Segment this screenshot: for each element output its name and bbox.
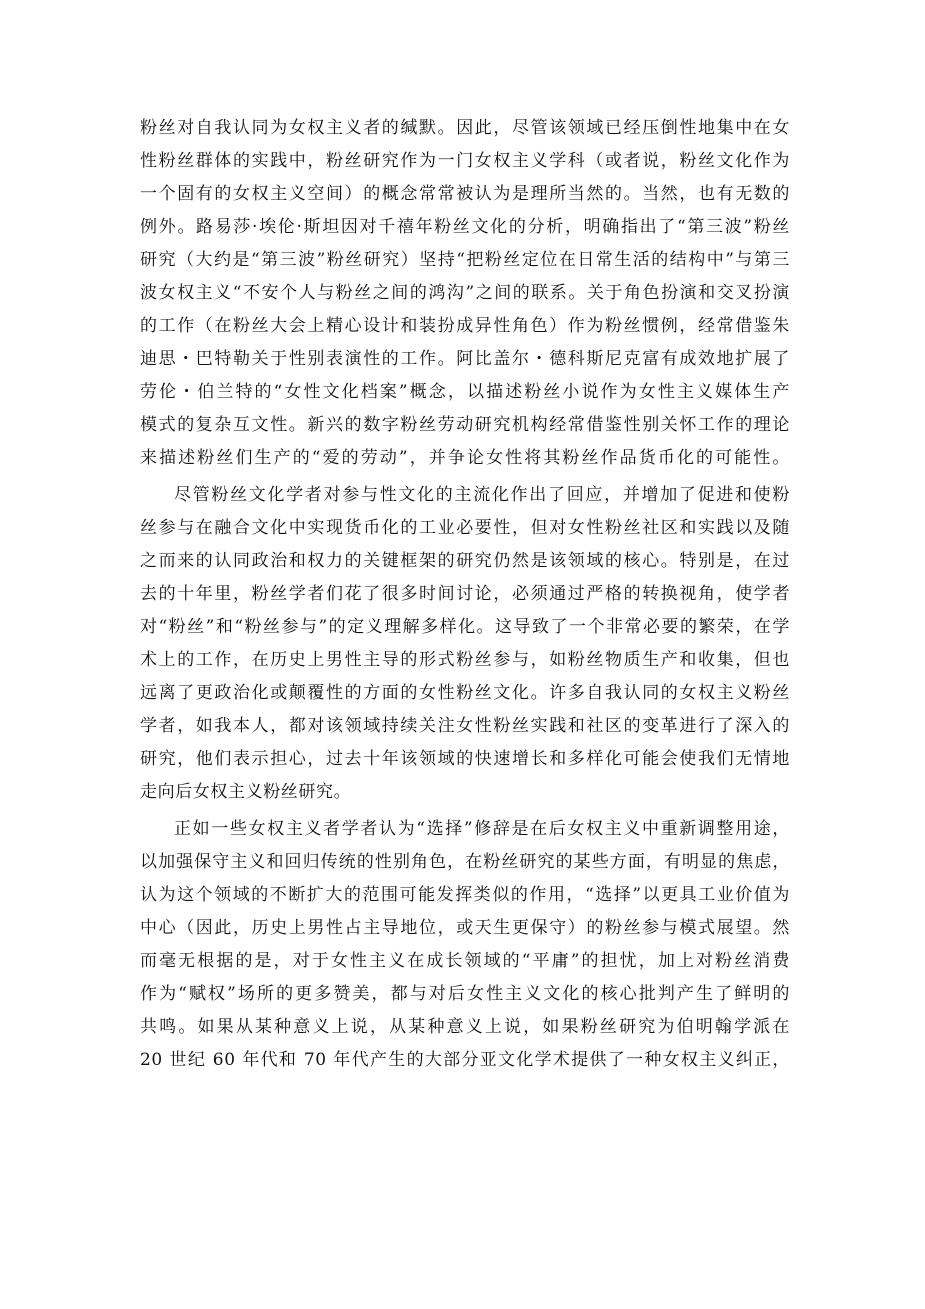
text-line: 迪思・巴特勒关于性别表演性的工作。阿比盖尔・德科斯尼克富有成效地扩展了 (140, 349, 790, 369)
text-line: 的工作（在粉丝大会上精心设计和装扮成异性角色）作为粉丝惯例，经常借鉴朱 (140, 316, 790, 336)
text-line: 丝参与在融合文化中实现货币化的工业必要性，但对女性粉丝社区和实践以及随 (140, 518, 790, 538)
text-line: 例外。路易莎·埃伦·斯坦因对千禧年粉丝文化的分析，明确指出了“第三波”粉丝 (140, 217, 790, 237)
text-line: 劳伦・伯兰特的“女性文化档案”概念，以描述粉丝小说作为女性主义媒体生产 (140, 382, 790, 402)
paragraph-3 (140, 813, 790, 1077)
text-line: 对“粉丝”和“粉丝参与”的定义理解多样化。这导致了一个非常必要的繁荣，在学 (140, 617, 790, 637)
text-line: 模式的复杂互文性。新兴的数字粉丝劳动研究机构经常借鉴性别关怀工作的理论 (140, 415, 790, 435)
text-line: 走向后女权主义粉丝研究。 (140, 782, 352, 802)
text-line: 作为“赋权”场所的更多赞美，都与对后女性主义文化的核心批判产生了鲜明的 (140, 984, 790, 1004)
paragraph-2 (140, 479, 790, 809)
text-line: 术上的工作，在历史上男性主导的形式粉丝参与，如粉丝物质生产和收集，但也 (140, 650, 790, 670)
text-line: 20 世纪 60 年代和 70 年代产生的大部分亚文化学术提供了一种女权主义纠正， (140, 1050, 790, 1070)
text-line: 粉丝对自我认同为女权主义者的缄默。因此，尽管该领域已经压倒性地集中在女 (140, 118, 790, 138)
text-line: 去的十年里，粉丝学者们花了很多时间讨论，必须通过严格的转换视角，使学者 (140, 584, 790, 604)
text-line: 学者，如我本人，都对该领域持续关注女性粉丝实践和社区的变革进行了深入的 (140, 716, 790, 736)
text-line: 研究（大约是“第三波”粉丝研究）坚持“把粉丝定位在日常生活的结构中”与第三 (140, 250, 790, 270)
text-line: 共鸣。如果从某种意义上说，从某种意义上说，如果粉丝研究为伯明翰学派在 (140, 1017, 790, 1037)
text-line: 中心（因此，历史上男性占主导地位，或天生更保守）的粉丝参与模式展望。然 (140, 918, 790, 938)
text-line: 之而来的认同政治和权力的关键框架的研究仍然是该领域的核心。特别是，在过 (140, 551, 790, 571)
text-line: 以加强保守主义和回归传统的性别角色，在粉丝研究的某些方面，有明显的焦虑， (140, 852, 790, 872)
text-line: 远离了更政治化或颠覆性的方面的女性粉丝文化。许多自我认同的女权主义粉丝 (140, 683, 790, 703)
body-text (140, 112, 790, 1077)
text-line: 性粉丝群体的实践中，粉丝研究作为一门女权主义学科（或者说，粉丝文化作为 (140, 151, 790, 171)
text-line: 一个固有的女权主义空间）的概念常常被认为是理所当然的。当然，也有无数的 (140, 184, 790, 204)
text-line: 研究，他们表示担心，过去十年该领域的快速增长和多样化可能会使我们无情地 (140, 749, 790, 769)
text-line: 而毫无根据的是，对于女性主义在成长领域的“平庸”的担忧，加上对粉丝消费 (140, 951, 790, 971)
text-line: 正如一些女权主义者学者认为“选择”修辞是在后女权主义中重新调整用途， (174, 819, 790, 839)
text-line: 认为这个领域的不断扩大的范围可能发挥类似的作用，“选择”以更具工业价值为 (140, 885, 790, 905)
text-line: 波女权主义“不安个人与粉丝之间的鸿沟”之间的联系。关于角色扮演和交叉扮演 (140, 283, 790, 303)
paragraph-1 (140, 112, 790, 475)
text-line: 尽管粉丝文化学者对参与性文化的主流化作出了回应，并增加了促进和使粉 (174, 485, 790, 505)
text-line: 来描述粉丝们生产的“爱的劳动”，并争论女性将其粉丝作品货币化的可能性。 (140, 448, 790, 468)
